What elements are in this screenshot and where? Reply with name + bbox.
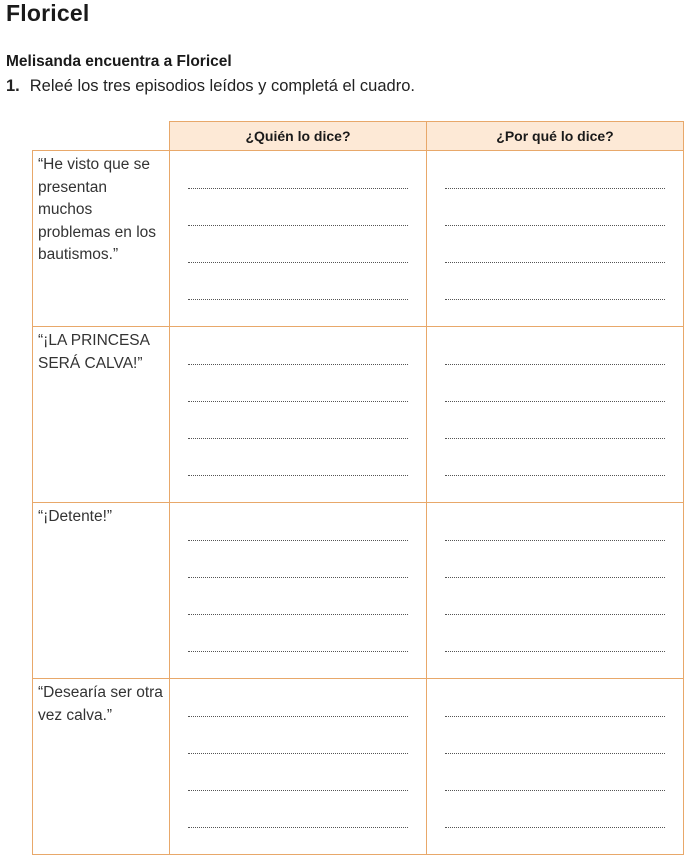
answer-line[interactable]	[188, 475, 408, 476]
answer-line[interactable]	[445, 299, 665, 300]
answer-line[interactable]	[188, 364, 408, 365]
answer-line[interactable]	[445, 475, 665, 476]
answer-line[interactable]	[188, 438, 408, 439]
answer-line[interactable]	[188, 614, 408, 615]
instruction-number: 1.	[6, 77, 20, 95]
answer-line[interactable]	[445, 614, 665, 615]
header-who: ¿Quién lo dice?	[170, 122, 427, 151]
page-title: Floricel	[6, 0, 90, 26]
answer-line[interactable]	[445, 753, 665, 754]
table-corner	[33, 122, 170, 151]
table-row	[33, 503, 684, 679]
answer-line[interactable]	[188, 753, 408, 754]
answer-line[interactable]	[445, 651, 665, 652]
answer-line[interactable]	[445, 438, 665, 439]
answer-why-cell[interactable]	[427, 327, 684, 503]
table-row	[33, 679, 684, 855]
answer-line[interactable]	[445, 225, 665, 226]
answer-why-cell[interactable]	[427, 151, 684, 327]
answer-line[interactable]	[445, 827, 665, 828]
answer-line[interactable]	[188, 540, 408, 541]
header-why: ¿Por qué lo dice?	[427, 122, 684, 151]
answer-line[interactable]	[445, 401, 665, 402]
quote-cell: “¡LA PRINCESA SERÁ CALVA!”	[33, 327, 170, 503]
instruction-text: Releé los tres episodios leídos y completá el cuadro.	[29, 77, 415, 95]
answer-line[interactable]	[188, 651, 408, 652]
answer-why-cell[interactable]	[427, 679, 684, 855]
answer-why-cell[interactable]	[427, 503, 684, 679]
answer-line[interactable]	[445, 262, 665, 263]
answer-line[interactable]	[445, 188, 665, 189]
answer-line[interactable]	[188, 827, 408, 828]
answer-line[interactable]	[188, 790, 408, 791]
answer-line[interactable]	[445, 540, 665, 541]
answer-line[interactable]	[445, 364, 665, 365]
answer-line[interactable]	[188, 225, 408, 226]
table-row	[33, 151, 684, 327]
answer-line[interactable]	[188, 401, 408, 402]
worksheet-table	[32, 121, 684, 855]
answer-line[interactable]	[188, 299, 408, 300]
answer-who-cell[interactable]	[170, 503, 427, 679]
answer-line[interactable]	[445, 577, 665, 578]
answer-line[interactable]	[188, 577, 408, 578]
table-row	[33, 327, 684, 503]
answer-who-cell[interactable]	[170, 327, 427, 503]
quote-cell: “He visto que se presentan muchos problemas en los bautismos.”	[33, 151, 170, 327]
section-title: Melisanda encuentra a Floricel	[6, 53, 232, 70]
quote-cell: “¡Detente!”	[33, 503, 170, 679]
answer-line[interactable]	[188, 188, 408, 189]
answer-line[interactable]	[188, 262, 408, 263]
answer-who-cell[interactable]	[170, 151, 427, 327]
answer-line[interactable]	[188, 716, 408, 717]
answer-who-cell[interactable]	[170, 679, 427, 855]
answer-line[interactable]	[445, 790, 665, 791]
instruction	[6, 77, 415, 96]
answer-line[interactable]	[445, 716, 665, 717]
quote-cell: “Desearía ser otra vez calva.”	[33, 679, 170, 855]
